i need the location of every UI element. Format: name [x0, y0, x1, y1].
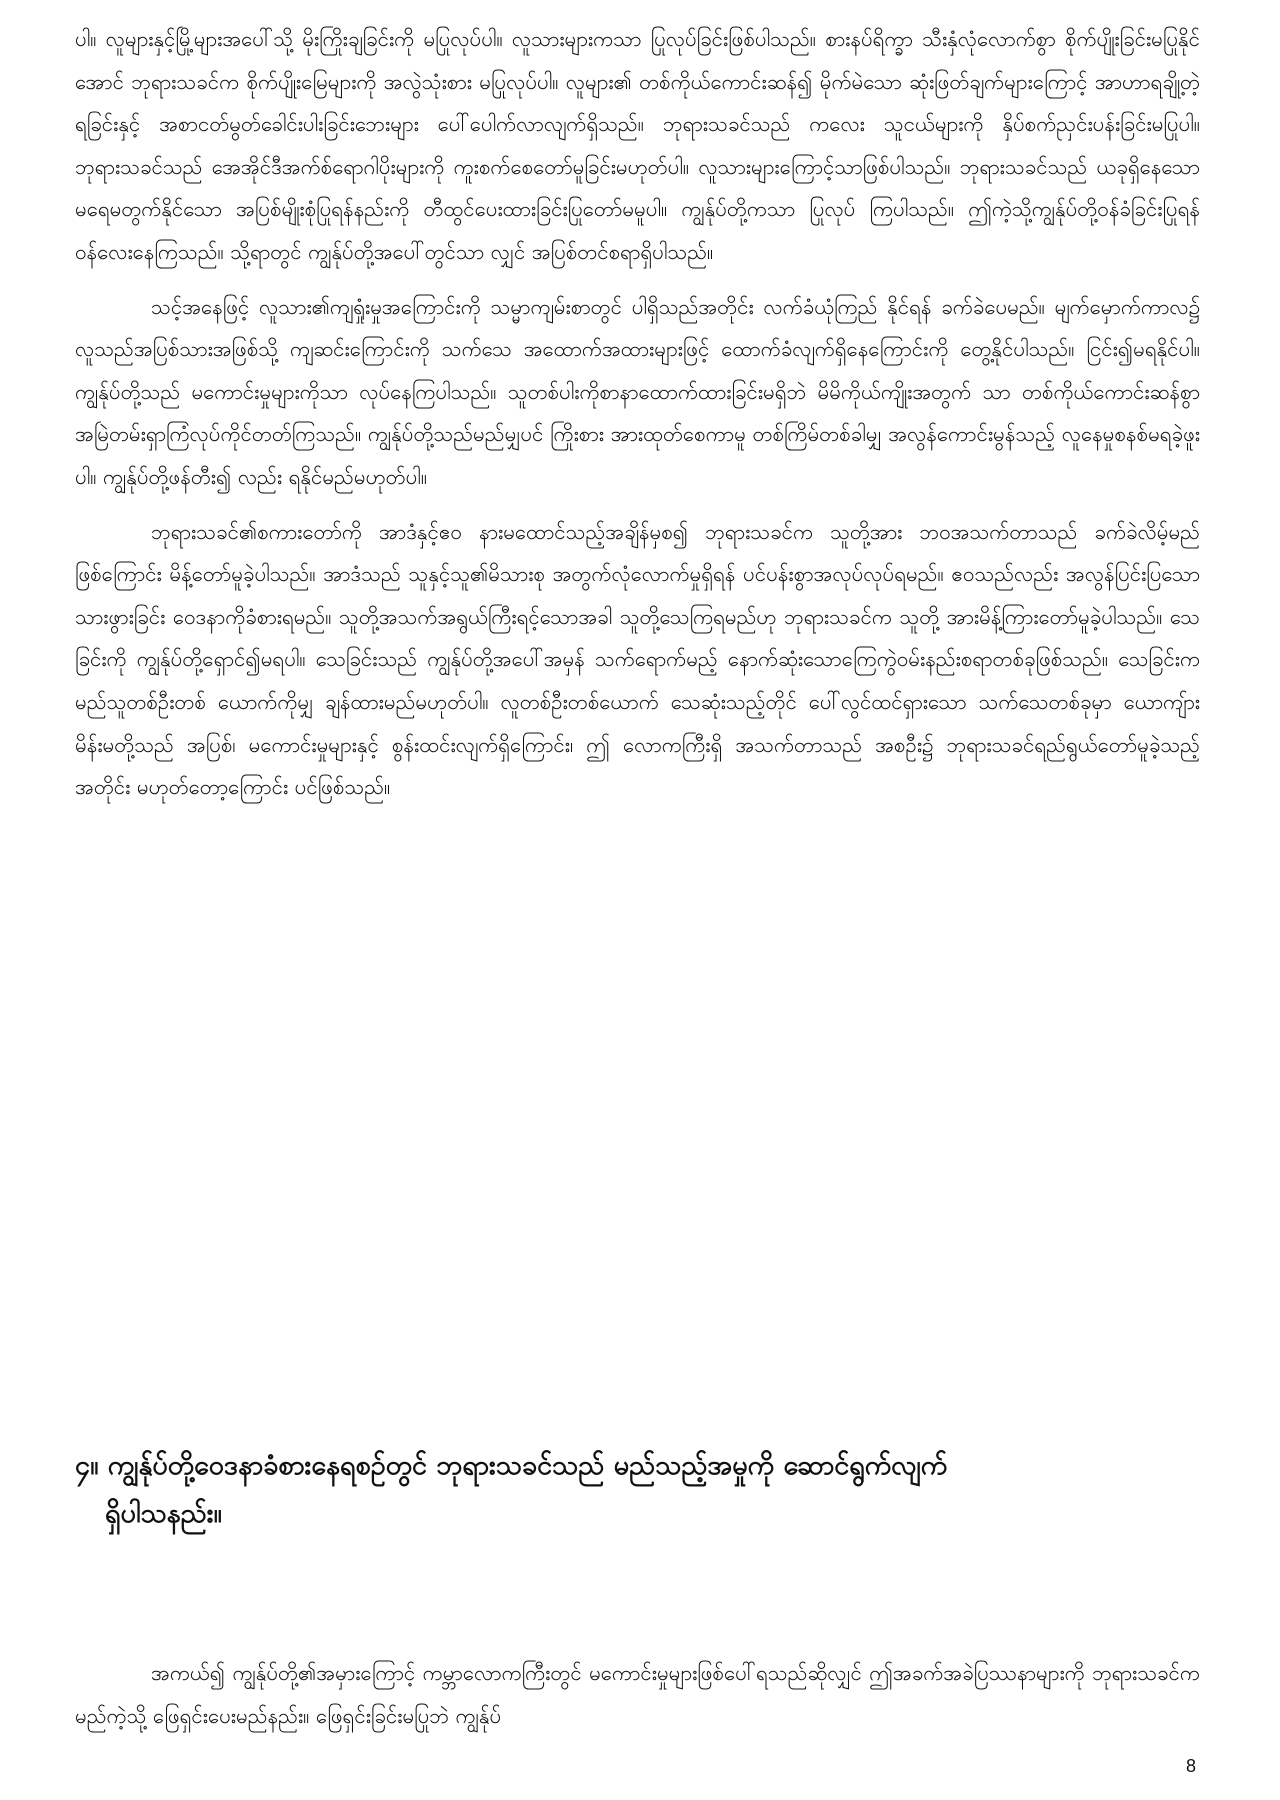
paragraph-4-container	[75, 1652, 1200, 1737]
paragraph-2: သင့်အနေဖြင့် လူသား၏ကျရှုံးမှုအကြောင်းကို သမ္မာကျမ်းစာတွင် ပါရှိသည်အတိုင်း လက်ခံယုံကြည် နိုင်ရန် ခက်ခဲပေမည်။ မျက်မှောက်ကာလ၌ လူသည်အပြစ်သားအဖြစ်သို့ ကျဆင်းကြောင်းကို သက်သေ အထောက်အထားများဖြင့် ထောက်ခံလျက်ရှိနေကြောင်းကို တွေ့နိုင်ပါသည်။ ငြင်း၍မရနိုင်ပါ။ ကျွန်ုပ်တို့သည် မကောင်းမှုများကိုသာ လုပ်နေကြပါသည်။ သူတစ်ပါးကိုစာနာထောက်ထားခြင်းမရှိဘဲ မိမိကိုယ်ကျိုးအတွက် သာ တစ်ကိုယ်ကောင်းဆန်စွာ အမြဲတမ်းရှာကြံလုပ်ကိုင်တတ်ကြသည်။ ကျွန်ုပ်တို့သည်မည်မျှပင် ကြိုးစား အားထုတ်စေကာမူ တစ်ကြိမ်တစ်ခါမျှ အလွန်ကောင်းမွန်သည့် လူနေမှုစနစ်မရခဲ့ဖူးပါ။ ကျွန်ုပ်တို့ဖန်တီး၍ လည်း ရနိုင်မည်မဟုတ်ပါ။	[75, 294, 1200, 489]
paragraph-1: ပါ။ လူများနှင့်မြို့များအပေါ်သို့ မိုးကြိုးချခြင်းကို မပြုလုပ်ပါ။ လူသားများကသာ ပြုလုပ်ခြင်းဖြစ်ပါသည်။ စားနပ်ရိက္ခာ သီးနှံလုံလောက်စွာ စိုက်ပျိုးခြင်းမပြုနိုင်အောင် ဘုရားသခင်က စိုက်ပျိုးမြေများကို အလွဲသုံးစား မပြုလုပ်ပါ။ လူများ၏ တစ်ကိုယ်ကောင်းဆန်၍ မိုက်မဲသော ဆုံးဖြတ်ချက်များကြောင့် အာဟာရချို့တဲ့ ရခြင်းနှင့် အစာငတ်မွတ်ခေါင်းပါးခြင်းဘေးများ ပေါ်ပေါက်လာလျက်ရှိသည်။ ဘုရားသခင်သည် ကလေး သူငယ်များကို နှိပ်စက်ညှင်းပန်းခြင်းမပြုပါ။ ဘုရားသခင်သည် အေအိုင်ဒီအက်စ်ရောဂါပိုးများကို ကူးစက်စေတော်မူခြင်းမဟုတ်ပါ။ လူသားများကြောင့်သာဖြစ်ပါသည်။ ဘုရားသခင်သည် ယခုရှိနေသော မရေမတွက်နိုင်သော အပြစ်မျိုးစုံပြုရန်နည်းကို တီထွင်ပေးထားခြင်းပြုတော်မမူပါ။ ကျွန်ုပ်တို့ကသာ ပြုလုပ် ကြပါသည်။ ဤကဲ့သို့ကျွန်ုပ်တို့ဝန်ခံခြင်းပြုရန် ဝန်လေးနေကြသည်။ သို့ရာတွင် ကျွန်ုပ်တို့အပေါ်တွင်သာ လျှင် အပြစ်တင်စရာရှိပါသည်။	[75, 27, 1200, 264]
paragraph-4: အကယ်၍ ကျွန်ုပ်တို့၏အမှားကြောင့် ကမ္ဘာလောကကြီးတွင် မကောင်းမှုများဖြစ်ပေါ်ရသည်ဆိုလျှင် ဤအခက်အခဲပြဿနာများကို ဘုရားသခင်က မည်ကဲ့သို့ ဖြေရှင်းပေးမည်နည်း။ ဖြေရှင်းခြင်းမပြုဘဲ ကျွန်ုပ်	[75, 1661, 1200, 1728]
page-number: 8	[1185, 1756, 1196, 1776]
section-heading-line-1: ၄။ ကျွန်ုပ်တို့ဝေဒနာခံစားနေရစဉ်တွင် ဘုရားသခင်သည် မည်သည့်အမှုကို ဆောင်ရွက်လျက်	[75, 1450, 948, 1481]
page-body	[75, 18, 1200, 809]
paragraph-3: ဘုရားသခင်၏စကားတော်ကို အာဒံနှင့်ဧဝ နားမထောင်သည့်အချိန်မှစ၍ ဘုရားသခင်က သူတို့အား ဘဝအသက်တာသည် ခက်ခဲလိမ့်မည်ဖြစ်ကြောင်း မိန့်တော်မူခဲ့ပါသည်။ အာဒံသည် သူနှင့်သူ၏မိသားစု အတွက်လုံလောက်မှုရှိရန် ပင်ပန်းစွာအလုပ်လုပ်ရမည်။ ဧဝသည်လည်း အလွန်ပြင်းပြသော သားဖွားခြင်း ဝေဒနာကိုခံစားရမည်။ သူတို့အသက်အရွယ်ကြီးရင့်သောအခါ သူတို့သေကြရမည်ဟု ဘုရားသခင်က သူတို့ အားမိန့်ကြားတော်မူခဲ့ပါသည်။ သေခြင်းကို ကျွန်ုပ်တို့ရှောင်၍မရပါ။ သေခြင်းသည် ကျွန်ုပ်တို့အပေါ်အမှန် သက်ရောက်မည့် နောက်ဆုံးသောကြေကွဲဝမ်းနည်းစရာတစ်ခုဖြစ်သည်။ သေခြင်းကမည်သူတစ်ဦးတစ် ယောက်ကိုမျှ ချန်ထားမည်မဟုတ်ပါ။ လူတစ်ဦးတစ်ယောက် သေဆုံးသည့်တိုင် ပေါ်လွင်ထင်ရှားသော သက်သေတစ်ခုမှာ ယောကျ်ားမိန်းမတို့သည် အပြစ်၊ မကောင်းမှုများနှင့် စွန်းထင်းလျက်ရှိကြောင်း၊ ဤ လောကကြီးရှိ အသက်တာသည် အစဦး၌ ဘုရားသခင်ရည်ရွယ်တော်မူခဲ့သည့်အတိုင်း မဟုတ်တော့ကြောင်း ပင်ဖြစ်သည်။	[75, 519, 1200, 800]
section-heading-line-2: ရှိပါသနည်း။	[105, 1498, 222, 1529]
section-heading	[75, 1442, 1200, 1538]
